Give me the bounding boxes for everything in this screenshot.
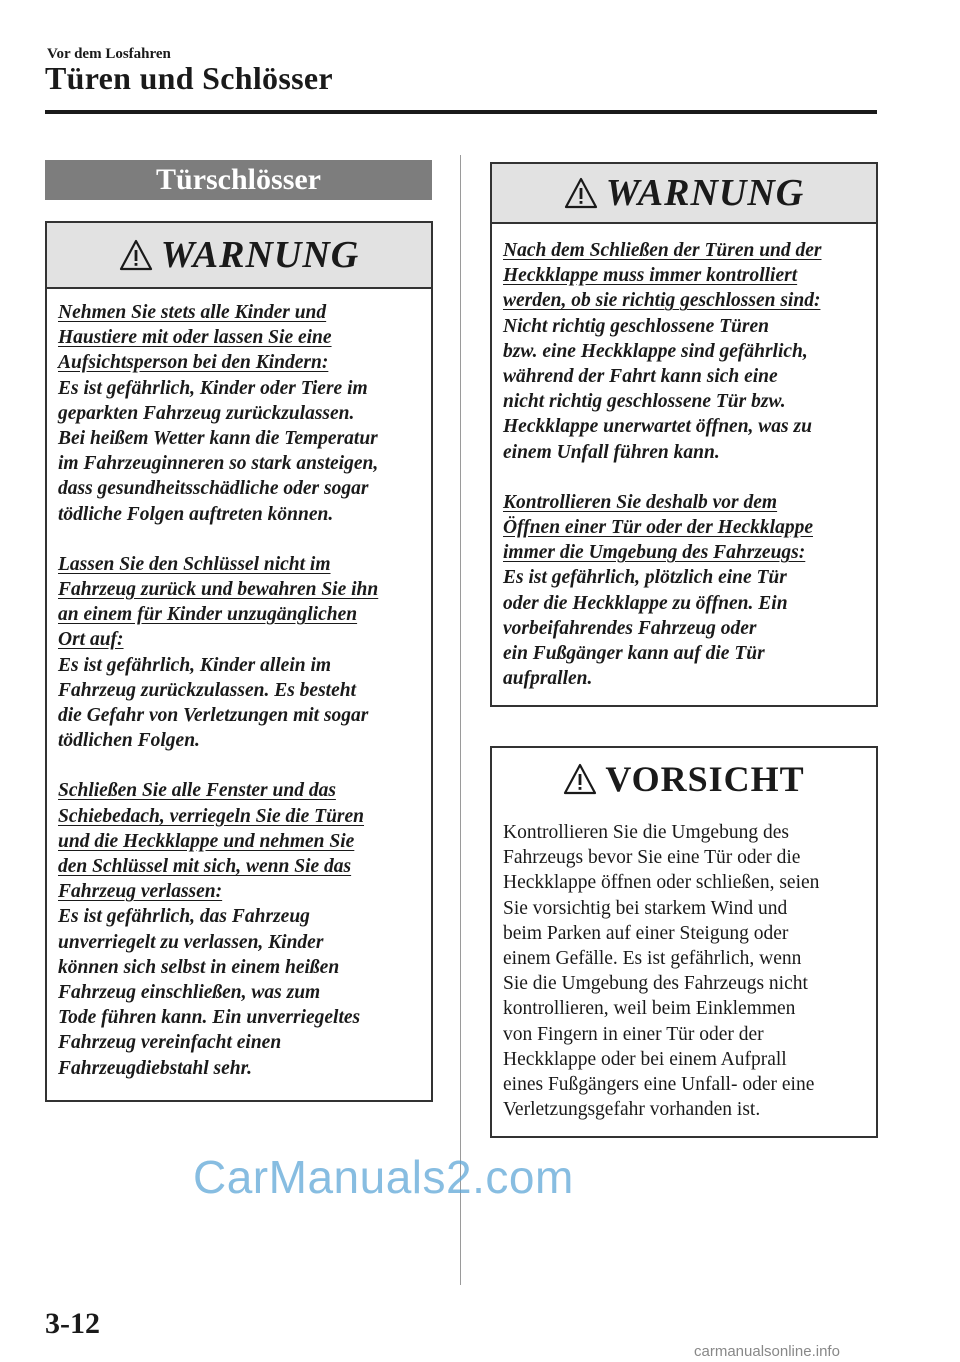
- warning-body-line: können sich selbst in einem heißen: [58, 956, 340, 978]
- warning-heading-line: [503, 238, 868, 263]
- caution-text-line: Sie die Umgebung des Fahrzeugs nicht: [503, 973, 808, 995]
- warning-heading-line: [58, 552, 423, 577]
- caution-text-line: Heckklappe öffnen oder schließen, seien: [503, 872, 820, 894]
- warning-box-door-check: [490, 162, 878, 707]
- caution-text-line: Heckklappe oder bei einem Aufprall: [503, 1048, 787, 1070]
- warning-body-line: Es ist gefährlich, das Fahrzeug: [58, 906, 310, 928]
- page-number: 3-12: [45, 1307, 100, 1340]
- warning-body-line: während der Fahrt kann sich eine: [503, 366, 778, 388]
- warning-body-line: vorbeifahrendes Fahrzeug oder: [503, 617, 757, 639]
- warning-label: WARNUNG: [160, 234, 360, 276]
- warning-body-line: Es ist gefährlich, Kinder oder Tiere im: [58, 377, 368, 399]
- warning-body-line: Fahrzeug einschließen, was zum: [58, 982, 321, 1004]
- warning-header: [47, 223, 431, 289]
- warning-body-line: aufprallen.: [503, 668, 593, 690]
- column-divider: [460, 155, 461, 1285]
- caution-text-line: beim Parken auf einer Steigung oder: [503, 922, 789, 944]
- warning-body-line: unverriegelt zu verlassen, Kinder: [58, 931, 324, 953]
- caution-text-line: einem Gefälle. Es ist gefährlich, wenn: [503, 948, 802, 970]
- warning-heading-text: an einem für Kinder unzugänglichen: [58, 604, 358, 626]
- warning-body-line: Heckklappe unerwartet öffnen, was zu: [503, 416, 812, 438]
- warning-body: [47, 289, 431, 1081]
- warning-body-line: Fahrzeugdiebstahl sehr.: [58, 1057, 252, 1079]
- warning-heading-line: [58, 602, 423, 627]
- warning-heading-text: Schließen Sie alle Fenster und das: [58, 780, 336, 802]
- warning-box-child-safety: [45, 221, 433, 1102]
- warning-heading-text: immer die Umgebung des Fahrzeugs:: [503, 542, 806, 564]
- warning-heading-text: Heckklappe muss immer kontrolliert: [503, 265, 798, 287]
- warning-heading-line: [58, 879, 423, 904]
- header-divider: [45, 110, 877, 114]
- warning-heading-text: den Schlüssel mit sich, wenn Sie das: [58, 856, 352, 878]
- warning-body-line: Fahrzeug zurückzulassen. Es besteht: [58, 679, 357, 701]
- warning-triangle-icon: [564, 177, 598, 209]
- warning-body-line: dass gesundheitsschädliche oder sogar: [58, 478, 369, 500]
- section-title: Türschlösser: [45, 160, 432, 200]
- warning-body-line: tödlichen Folgen.: [58, 730, 200, 752]
- warning-body-line: Nicht richtig geschlossene Türen: [503, 315, 769, 337]
- warning-body-line: nicht richtig geschlossene Tür bzw.: [503, 391, 786, 413]
- caution-text-line: Sie vorsichtig bei starkem Wind und: [503, 897, 788, 919]
- warning-body: [492, 224, 876, 691]
- warning-heading-text: Nach dem Schließen der Türen und der: [503, 240, 822, 261]
- warning-body-line: tödliche Folgen auftreten können.: [58, 503, 334, 525]
- warning-body-line: die Gefahr von Verletzungen mit sogar: [58, 705, 369, 727]
- warning-heading-line: [503, 540, 868, 565]
- warning-body-line: Bei heißem Wetter kann die Temperatur: [58, 428, 378, 450]
- warning-heading-text: werden, ob sie richtig geschlossen sind:: [503, 290, 821, 312]
- warning-heading-text: Schiebedach, verriegeln Sie die Türen: [58, 805, 365, 827]
- warning-heading-text: Aufsichtsperson bei den Kindern:: [58, 352, 329, 374]
- caution-text-line: von Fingern in einer Tür oder der: [503, 1023, 764, 1045]
- block-spacer: [58, 753, 423, 778]
- warning-heading-line: [58, 804, 423, 829]
- warning-heading-line: [58, 778, 423, 803]
- warning-heading-text: Nehmen Sie stets alle Kinder und: [58, 302, 327, 323]
- warning-label: WARNUNG: [605, 172, 805, 214]
- caution-body: [492, 810, 876, 1122]
- warning-body-line: im Fahrzeuginneren so stark ansteigen,: [58, 453, 379, 475]
- warning-body-line: Es ist gefährlich, Kinder allein im: [58, 654, 332, 676]
- warning-body-line: ein Fußgänger kann auf die Tür: [503, 643, 765, 665]
- chapter-subtitle: Vor dem Losfahren: [47, 46, 171, 62]
- warning-body-line: oder die Heckklappe zu öffnen. Ein: [503, 592, 788, 614]
- caution-header: [492, 748, 876, 810]
- page-title: Türen und Schlösser: [45, 60, 333, 96]
- warning-heading-line: [503, 288, 868, 313]
- warning-heading-line: [58, 300, 423, 325]
- footer-url: carmanualsonline.info: [694, 1343, 840, 1360]
- block-spacer: [58, 527, 423, 552]
- warning-heading-text: Lassen Sie den Schlüssel nicht im: [58, 553, 331, 575]
- caution-label: VORSICHT: [605, 759, 805, 799]
- caution-text-line: Kontrollieren Sie die Umgebung des: [503, 822, 789, 843]
- warning-heading-text: Ort auf:: [58, 629, 124, 651]
- caution-box: [490, 746, 878, 1138]
- warning-triangle-icon: [563, 763, 597, 795]
- watermark-logo: CarManuals2.com: [193, 1151, 574, 1203]
- warning-heading-text: Kontrollieren Sie deshalb vor dem: [503, 491, 778, 513]
- warning-heading-line: [503, 515, 868, 540]
- warning-triangle-icon: [119, 239, 153, 271]
- warning-heading-line: [503, 490, 868, 515]
- warning-body-line: bzw. eine Heckklappe sind gefährlich,: [503, 340, 808, 362]
- warning-heading-line: [58, 854, 423, 879]
- warning-heading-text: Fahrzeug verlassen:: [58, 881, 223, 903]
- warning-heading-text: und die Heckklappe und nehmen Sie: [58, 830, 355, 852]
- caution-text-line: Verletzungsgefahr vorhanden ist.: [503, 1099, 761, 1121]
- warning-body-line: einem Unfall führen kann.: [503, 441, 720, 463]
- block-spacer: [503, 465, 868, 490]
- warning-body-line: Tode führen kann. Ein unverriegeltes: [58, 1007, 361, 1029]
- warning-body-line: geparkten Fahrzeug zurückzulassen.: [58, 402, 355, 424]
- warning-heading-line: [58, 350, 423, 375]
- warning-heading-line: [58, 325, 423, 350]
- warning-heading-line: [58, 829, 423, 854]
- caution-text-line: kontrollieren, weil beim Einklemmen: [503, 998, 796, 1020]
- warning-heading-text: Öffnen einer Tür oder der Heckklappe: [503, 517, 813, 539]
- warning-heading-line: [58, 627, 423, 652]
- warning-heading-line: [58, 577, 423, 602]
- caution-text-line: Fahrzeugs bevor Sie eine Tür oder die: [503, 847, 801, 869]
- caution-text-line: eines Fußgängers eine Unfall- oder eine: [503, 1074, 815, 1096]
- warning-heading-text: Fahrzeug zurück und bewahren Sie ihn: [58, 579, 379, 601]
- warning-body-line: Es ist gefährlich, plötzlich eine Tür: [503, 567, 787, 589]
- warning-header: [492, 164, 876, 224]
- warning-heading-line: [503, 263, 868, 288]
- warning-heading-text: Haustiere mit oder lassen Sie eine: [58, 327, 332, 349]
- warning-body-line: Fahrzeug vereinfacht einen: [58, 1032, 282, 1054]
